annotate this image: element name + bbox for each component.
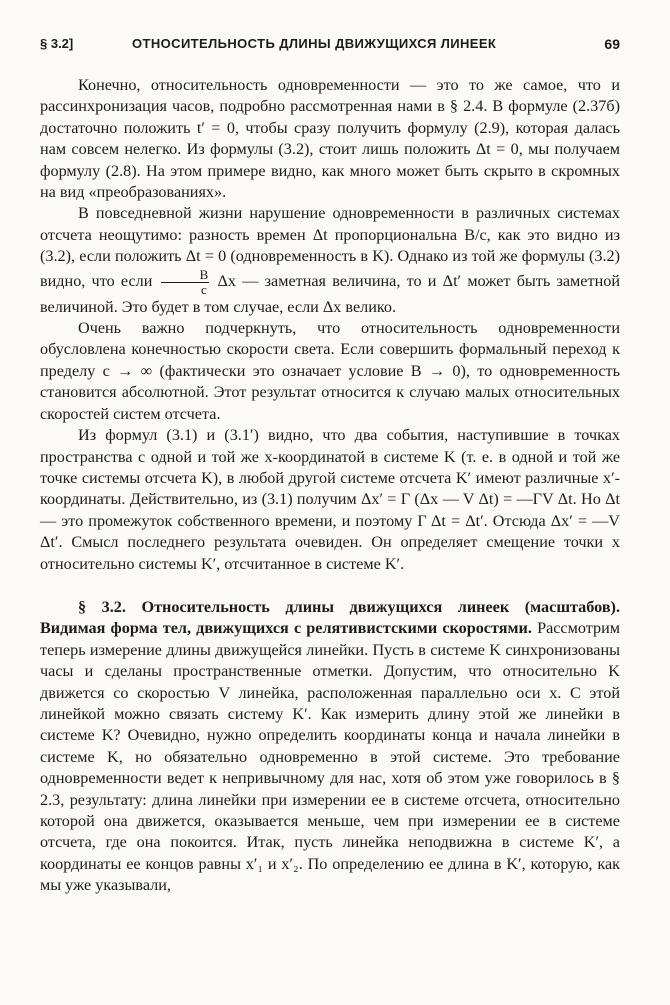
paragraph-1: Конечно, относительность одновременности — это то же самое, что и рассинхронизация часов, подробно рассмотренная нами в § 2.4. В формуле (2.37б) достаточно положить t′ = 0, чтобы сразу получить формулу (2.9), которая далась нам совсем нелегко. Из формулы (3.2), стоит лишь положить Δt = 0, мы получаем формулу (2.8). На этом примере видно, как много может быть скрыто в скромных на вид «преобразованиях».	[40, 76, 620, 202]
paragraph-4: Из формул (3.1) и (3.1′) видно, что два события, наступившие в точках пространства с одной и той же x-координатой в системе K (т. е. в одной и той же точке системы отсчета K), в любой другой системе отсчета K′ имеют различные x′-координаты. Действительно, из (3.1) получим Δx′ = Γ (Δx — V Δt) = —ΓV Δt. Но Δt — это промежуток собственного времени, и поэтому Γ Δt = Δt′. Отсюда Δx′ = —V Δt′. Смысл последнего результата очевиден. Он определяет смещение точки x относительно системы K′, отсчитанное в системе K′.	[40, 426, 620, 573]
fraction-numerator: В	[161, 268, 210, 283]
header-title: ОТНОСИТЕЛЬНОСТЬ ДЛИНЫ ДВИЖУЩИХСЯ ЛИНЕЕК	[132, 36, 497, 51]
fraction-denominator: c	[201, 281, 207, 297]
running-header	[40, 36, 620, 58]
paragraph-3: Очень важно подчеркнуть, что относительность одновременности обусловлена конечностью скорости света. Если совершить формальный переход к пределу c → ∞ (фактически это означает условие В → 0), то одновременность становится абсолютной. Этот результат относится к случаю малых относительных скоростей систем отсчета.	[40, 319, 620, 423]
section-3-2	[40, 597, 620, 897]
page-body	[40, 75, 620, 897]
paragraph-2	[40, 203, 620, 318]
header-section-ref: § 3.2]	[40, 36, 74, 51]
section-heading: § 3.2. Относительность длины движущихся линеек (масштабов). Видимая форма тел, движущихся с релятивистскими скоростями.	[40, 597, 620, 638]
paragraph-2-part-a: В повседневной жизни нарушение одновременности в различных системах отсчета неощутимо: разность времен Δt пропорциональна В/c, как это видно из (3.2), если положить Δt = 0 (одновременность в K). Однако из той же формулы (3.2) видно, что если	[40, 204, 620, 290]
fraction-v-over-c	[161, 268, 210, 297]
section-text: Рассмотрим теперь измерение длины движущейся линейки. Пусть в системе K синхронизованы часы и сделаны пространственные отметки. Допустим, что относительно K движется со скоростью V линейка, расположенная параллельно оси x. С этой линейкой можно связать систему K′. Как измерить длину этой же линейки в системе K? Очевидно, нужно определить координаты конца и начала линейки в системе K, но обязательно одновременно в этой системе. Это требование одновременности ведет к непривычному для нас, хотя об этом уже говорилось в § 2.3, результату: длина линейки при измерении ее в системе отсчета, относительно которой она движется, оказывается меньше, чем при измерении ее в системе отсчета, где она покоится. Итак, пусть линейка неподвижна в системе K′, а координаты ее концов равны x′₁ и x′₂. По определению ее длина в K′, которую, как мы уже указывали,	[40, 619, 621, 895]
paragraph-2-part-b: Δx — заметная величина, то и Δt′ может быть заметной величиной. Это будет в том случае, если Δx велико.	[40, 271, 620, 316]
page-number: 69	[604, 36, 620, 52]
